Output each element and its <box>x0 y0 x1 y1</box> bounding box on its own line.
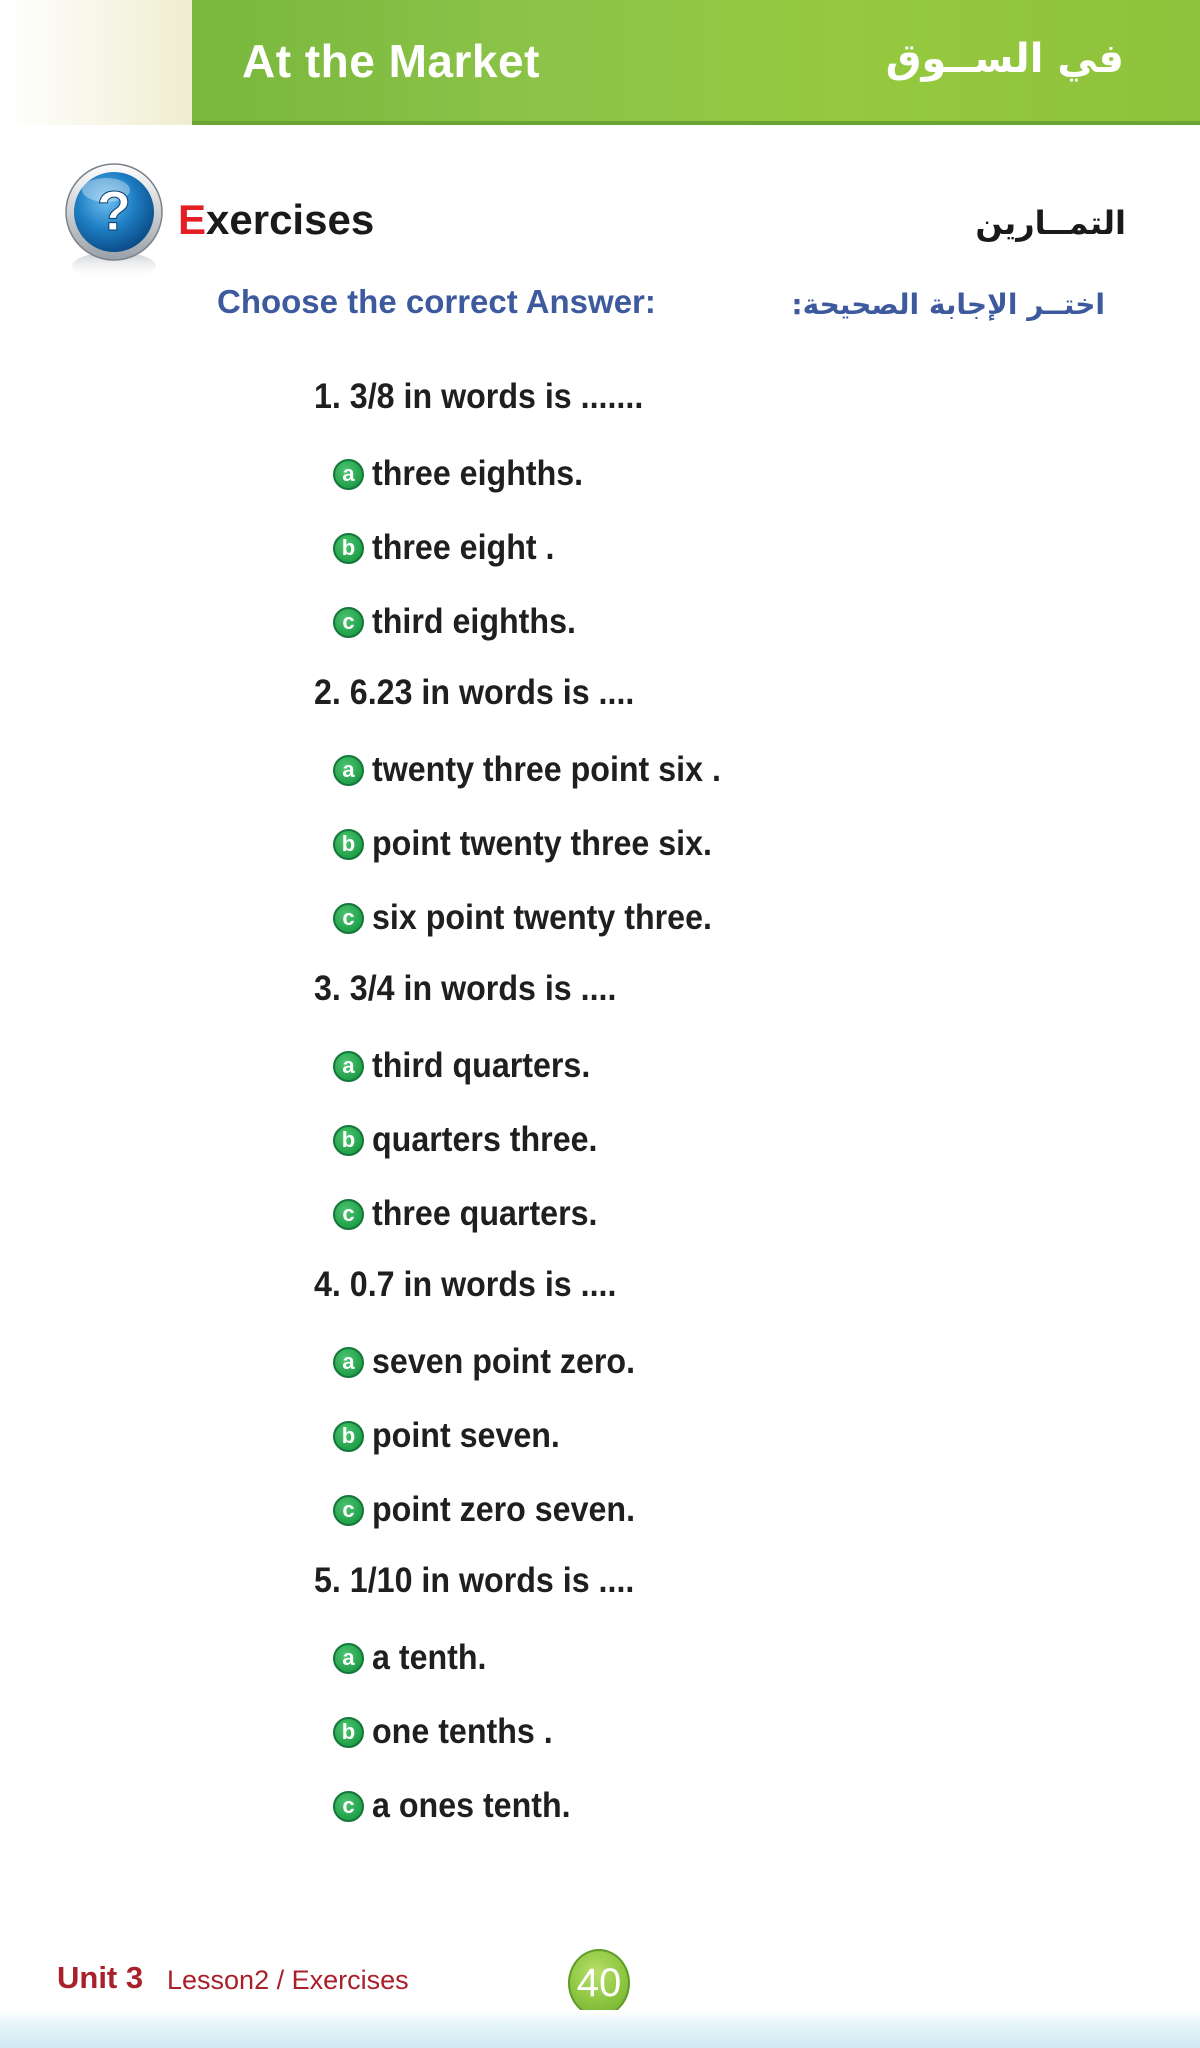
option-3c[interactable] <box>333 1193 617 1235</box>
exercises-heading <box>178 196 374 244</box>
question-2: 2. 6.23 in words is .... <box>314 673 635 712</box>
option-text: three eighths. <box>372 454 584 493</box>
exercises-heading-rest: xercises <box>206 196 375 243</box>
option-letter-badge-icon: a <box>333 459 364 490</box>
option-letter-badge-icon: a <box>333 1643 364 1674</box>
option-2c[interactable] <box>333 897 742 939</box>
option-4a[interactable] <box>333 1341 658 1383</box>
option-4b[interactable] <box>333 1415 576 1457</box>
option-2b[interactable] <box>333 823 742 865</box>
option-3b[interactable] <box>333 1119 617 1161</box>
option-text: six point twenty three. <box>372 898 712 937</box>
option-text: third quarters. <box>372 1046 591 1085</box>
page-number-badge: 40 <box>568 1949 630 2017</box>
instruction-text: Choose the correct Answer: <box>217 283 656 320</box>
option-text: point twenty three six. <box>372 824 712 863</box>
option-1a[interactable] <box>333 453 601 495</box>
option-letter-badge-icon: b <box>333 1125 364 1156</box>
option-letter-badge-icon: c <box>333 903 364 934</box>
footer-wave-decoration <box>0 2010 1200 2048</box>
svg-text:?: ? <box>96 179 132 242</box>
option-text: seven point zero. <box>372 1342 636 1381</box>
option-text: twenty three point six . <box>372 750 721 789</box>
question-5: 5. 1/10 in words is .... <box>314 1561 635 1600</box>
option-letter-badge-icon: c <box>333 607 364 638</box>
option-letter-badge-icon: a <box>333 1051 364 1082</box>
page-title: At the Market <box>242 35 540 87</box>
question-3: 3. 3/4 in words is .... <box>314 969 617 1008</box>
question-1: 1. 3/8 in words is ....... <box>314 377 644 416</box>
footer-lesson-label: Lesson2 / Exercises <box>167 1965 409 1995</box>
header-left-panel <box>0 0 192 125</box>
option-2a[interactable] <box>333 749 751 791</box>
option-letter-badge-icon: a <box>333 1347 364 1378</box>
option-letter-badge-icon: c <box>333 1791 364 1822</box>
exercises-heading-initial: E <box>178 196 207 243</box>
option-letter-badge-icon: c <box>333 1199 364 1230</box>
option-text: three quarters. <box>372 1194 598 1233</box>
option-letter-badge-icon: b <box>333 1717 364 1748</box>
option-text: point zero seven. <box>372 1490 636 1529</box>
option-1b[interactable] <box>333 527 570 569</box>
option-5b[interactable] <box>333 1711 568 1753</box>
instruction-text-arabic: اختــر الإجابة الصحيحة: <box>791 288 1105 321</box>
option-1c[interactable] <box>333 601 594 643</box>
option-letter-badge-icon: b <box>333 533 364 564</box>
page-title-arabic: في الســوق <box>885 36 1124 82</box>
option-4c[interactable] <box>333 1489 658 1531</box>
option-text: three eight . <box>372 528 555 567</box>
option-text: quarters three. <box>372 1120 598 1159</box>
option-3a[interactable] <box>333 1045 609 1087</box>
option-text: a tenth. <box>372 1638 487 1677</box>
option-text: point seven. <box>372 1416 560 1455</box>
option-text: one tenths . <box>372 1712 553 1751</box>
option-letter-badge-icon: b <box>333 829 364 860</box>
question-mark-icon <box>64 162 164 284</box>
exercises-heading-arabic: التمــارين <box>975 204 1126 242</box>
option-letter-badge-icon: a <box>333 755 364 786</box>
footer-unit-label: Unit 3 <box>57 1960 144 1995</box>
option-letter-badge-icon: b <box>333 1421 364 1452</box>
question-4: 4. 0.7 in words is .... <box>314 1265 617 1304</box>
option-text: a ones tenth. <box>372 1786 571 1825</box>
option-5a[interactable] <box>333 1637 496 1679</box>
option-5c[interactable] <box>333 1785 588 1827</box>
option-letter-badge-icon: c <box>333 1495 364 1526</box>
option-text: third eighths. <box>372 602 576 641</box>
